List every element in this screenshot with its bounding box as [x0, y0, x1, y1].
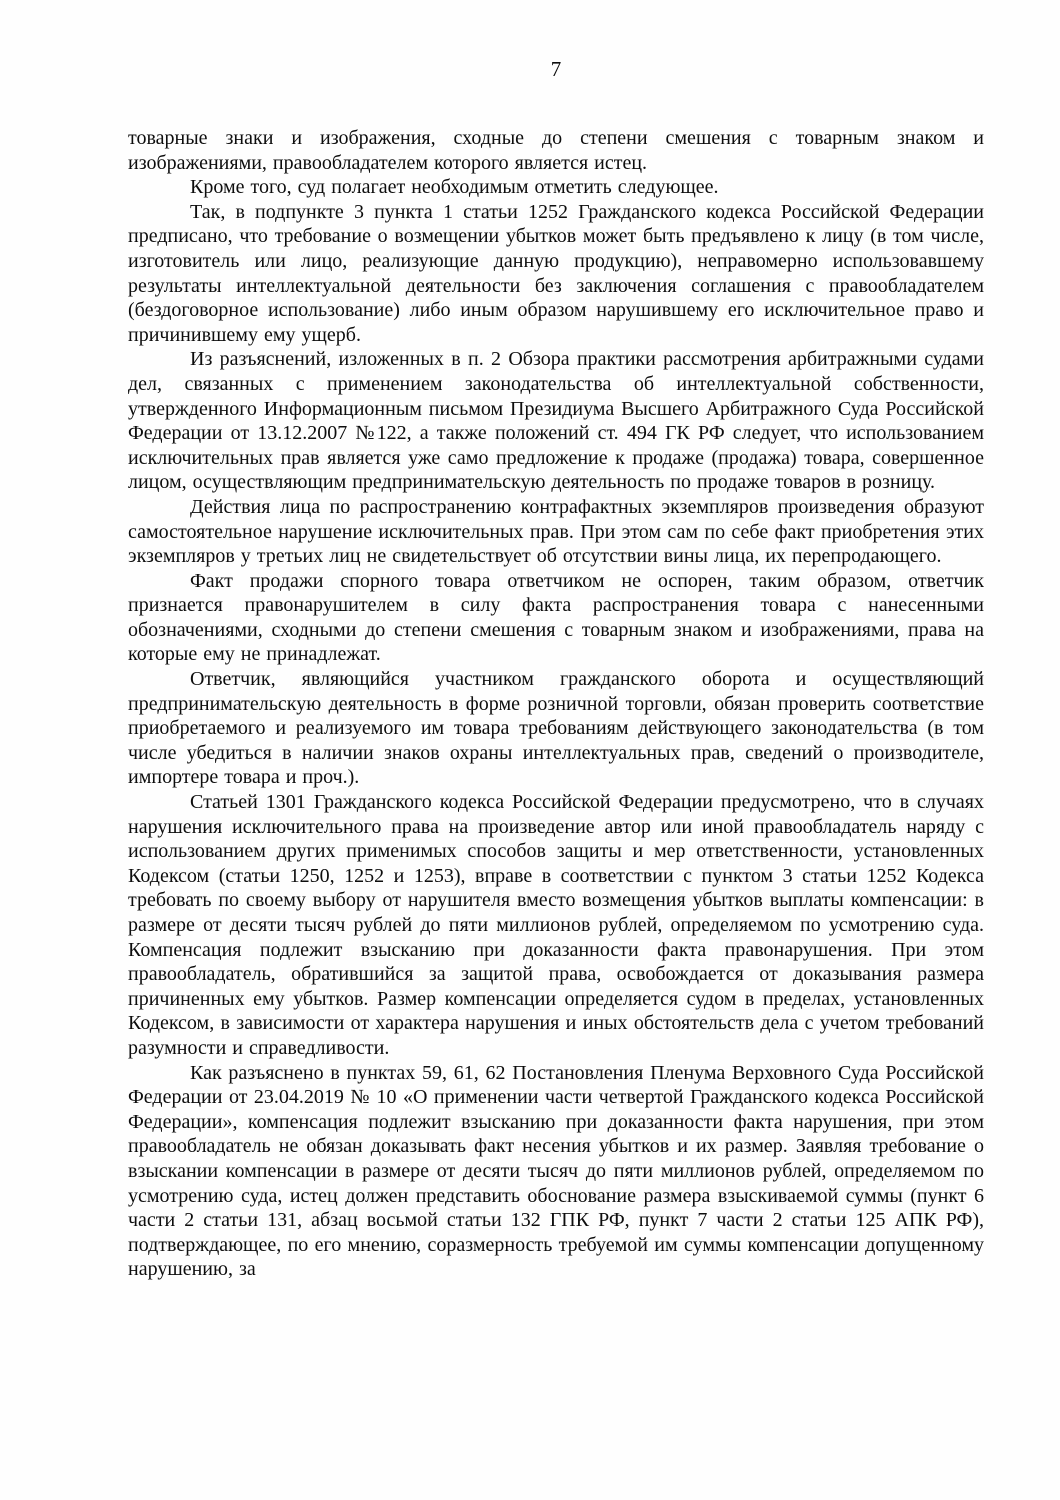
paragraph: Как разъяснено в пунктах 59, 61, 62 Постановления Пленума Верховного Суда Российской Федерации от 23.04.2019 № 10 «О применении части четвертой Гражданского кодекса Российской Федерации», компенсация подлежит взысканию при доказанности факта нарушения, при этом правообладатель не обязан доказывать факт несения убытков и их размер. Заявляя требование о взыскании компенсации в размере от десяти тысяч до пяти миллионов рублей, определяемом по усмотрению суда, истец должен представить обоснование размера взыскиваемой суммы (пункт 6 части 2 статьи 131, абзац восьмой статьи 132 ГПК РФ, пункт 7 части 2 статьи 125 АПК РФ), подтверждающее, по его мнению, соразмерность требуемой им суммы компенсации допущенному нарушению, за [128, 1061, 984, 1281]
paragraph: Так, в подпункте 3 пункта 1 статьи 1252 Гражданского кодекса Российской Федерации предписано, что требование о возмещении убытков может быть предъявлено к лицу (в том числе, изготовитель или лицо, реализующие данную продукцию), неправомерно использовавшему результаты интеллектуальной деятельности без заключения соглашения с правообладателем (бездоговорное использование) либо иным образом нарушившему его исключительное право и причинившему ему ущерб. [128, 200, 984, 346]
paragraph: Статьей 1301 Гражданского кодекса Российской Федерации предусмотрено, что в случаях нарушения исключительного права на произведение автор или иной правообладатель наряду с использованием других применимых способов защиты и мер ответственности, установленных Кодексом (статьи 1250, 1252 и 1253), вправе в соответствии с пунктом 3 статьи 1252 Кодекса требовать по своему выбору от нарушителя вместо возмещения убытков выплаты компенсации: в размере от десяти тысяч рублей до пяти миллионов рублей, определяемом по усмотрению суда. Компенсация подлежит взысканию при доказанности факта правонарушения. При этом правообладатель, обратившийся за защитой права, освобождается от доказывания размера причиненных ему убытков. Размер компенсации определяется судом в пределах, установленных Кодексом, в зависимости от характера нарушения и иных обстоятельств дела с учетом требований разумности и справедливости. [128, 791, 984, 1059]
paragraph: Из разъяснений, изложенных в п. 2 Обзора практики рассмотрения арбитражными судами дел, связанных с применением законодательства об интеллектуальной собственности, утвержденного Информационным письмом Президиума Высшего Арбитражного Суда Российской Федерации от 13.12.2007 №122, а также положений ст. 494 ГК РФ следует, что использованием исключительных прав является уже само предложение к продаже (продажа) товара, совершенное лицом, осуществляющим предпринимательскую деятельность по продаже товаров в розницу. [128, 348, 984, 494]
document-body [128, 126, 984, 1282]
paragraph: Кроме того, суд полагает необходимым отметить следующее. [190, 176, 719, 199]
paragraph: Ответчик, являющийся участником гражданского оборота и осуществляющий предпринимательскую деятельность в форме розничной торговли, обязан проверить соответствие приобретаемого и реализуемого им товара требованиям действующего законодательства (в том числе убедиться в наличии знаков охраны интеллектуальных прав, сведений о производителе, импортере товара и проч.). [128, 668, 984, 789]
paragraph: Факт продажи спорного товара ответчиком не оспорен, таким образом, ответчик признается правонарушителем в силу факта распространения товара с нанесенными обозначениями, сходными до степени смешения с товарным знаком и изображениями, права на которые ему не принадлежат. [128, 569, 984, 666]
paragraph: Действия лица по распространению контрафактных экземпляров произведения образуют самостоятельное нарушение исключительных прав. При этом сам по себе факт приобретения этих экземпляров у третьих лиц не свидетельствует об отсутствии вины лица, их перепродающего. [128, 495, 984, 568]
page-number: 7 [550, 57, 562, 81]
paragraph: товарные знаки и изображения, сходные до степени смешения с товарным знаком и изображениями, правообладателем которого является истец. [128, 127, 984, 174]
